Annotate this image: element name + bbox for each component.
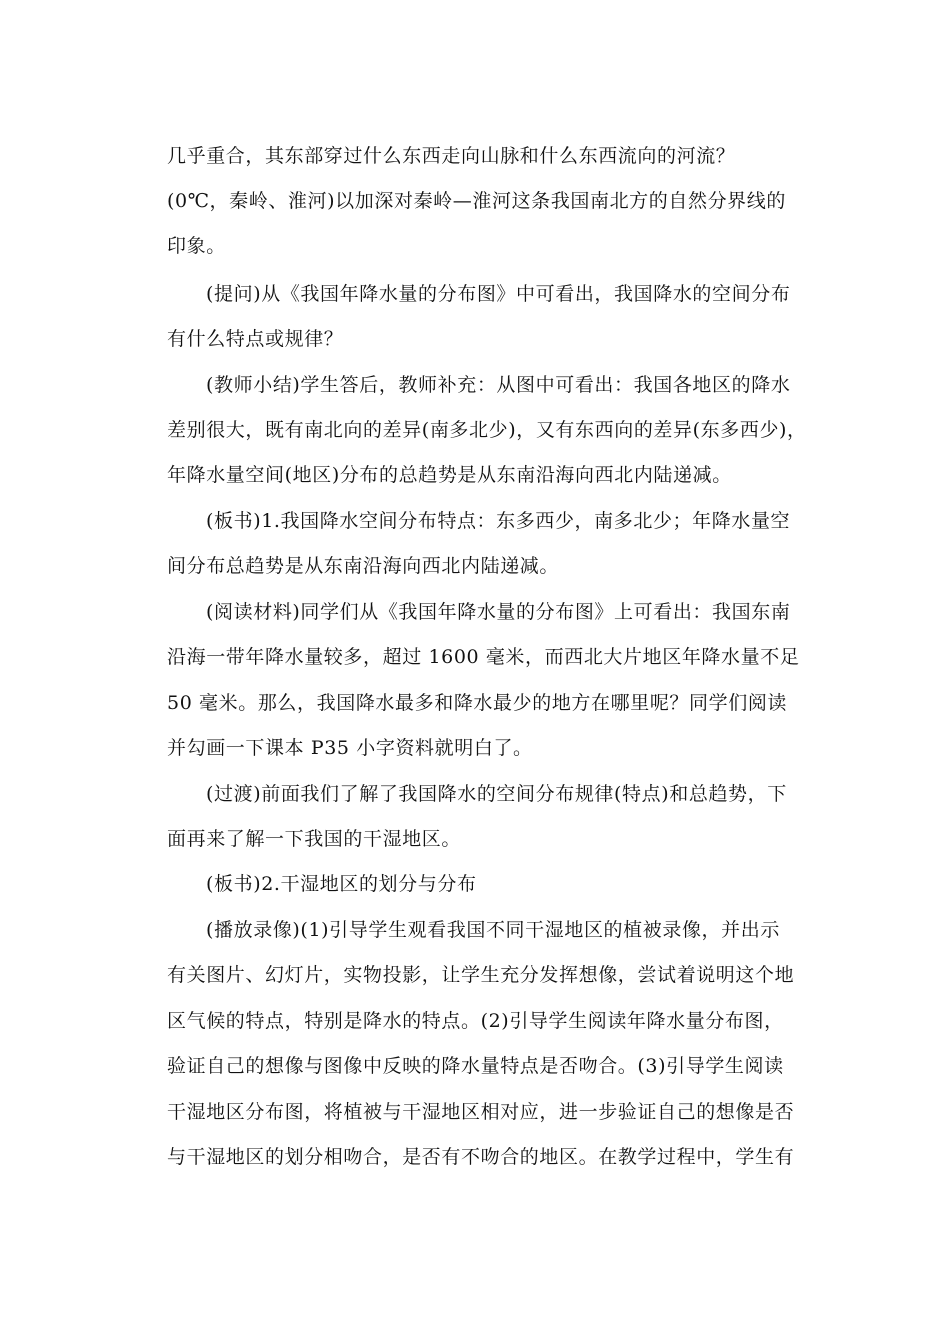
text-line: 干湿地区分布图，将植被与干湿地区相对应，进一步验证自己的想像是否 xyxy=(167,1101,795,1123)
text-line: 50 毫米。那么，我国降水最多和降水最少的地方在哪里呢？同学们阅读 xyxy=(167,692,788,714)
text-line: (板书)1.我国降水空间分布特点：东多西少，南多北少；年降水量空 xyxy=(206,510,791,532)
text-line: 年降水量空间(地区)分布的总趋势是从东南沿海向西北内陆递减。 xyxy=(167,464,732,486)
text-line: 有什么特点或规律？ xyxy=(167,328,344,350)
text-line: 差别很大，既有南北向的差异(南多北少)，又有东西向的差异(东多西少)， xyxy=(167,419,807,441)
text-line: (提问)从《我国年降水量的分布图》中可看出，我国降水的空间分布 xyxy=(206,283,791,305)
text-line: (阅读材料)同学们从《我国年降水量的分布图》上可看出：我国东南 xyxy=(206,601,791,623)
text-line: 几乎重合，其东部穿过什么东西走向山脉和什么东西流向的河流？ xyxy=(167,145,736,167)
text-line: 并勾画一下课本 P35 小字资料就明白了。 xyxy=(167,737,533,759)
text-line: 沿海一带年降水量较多，超过 1600 毫米，而西北大片地区年降水量不足 xyxy=(167,646,800,668)
text-line: (过渡)前面我们了解了我国降水的空间分布规律(特点)和总趋势，下 xyxy=(206,783,787,805)
text-line: (0℃，秦岭、淮河)以加深对秦岭—淮河这条我国南北方的自然分界线的 xyxy=(167,190,786,212)
text-line: 印象。 xyxy=(167,235,226,257)
text-line: (板书)2.干湿地区的划分与分布 xyxy=(206,873,477,895)
text-line: 验证自己的想像与图像中反映的降水量特点是否吻合。(3)引导学生阅读 xyxy=(167,1055,784,1077)
text-line: 区气候的特点，特别是降水的特点。(2)引导学生阅读年降水量分布图， xyxy=(167,1010,784,1032)
text-line: 有关图片、幻灯片，实物投影，让学生充分发挥想像，尝试着说明这个地 xyxy=(167,964,795,986)
text-line: (教师小结)学生答后，教师补充：从图中可看出：我国各地区的降水 xyxy=(206,374,791,396)
text-line: (播放录像)(1)引导学生观看我国不同干湿地区的植被录像，并出示 xyxy=(206,919,780,941)
text-line: 面再来了解一下我国的干湿地区。 xyxy=(167,828,462,850)
text-line: 间分布总趋势是从东南沿海向西北内陆递减。 xyxy=(167,555,560,577)
text-line: 与干湿地区的划分相吻合，是否有不吻合的地区。在教学过程中，学生有 xyxy=(167,1146,795,1168)
